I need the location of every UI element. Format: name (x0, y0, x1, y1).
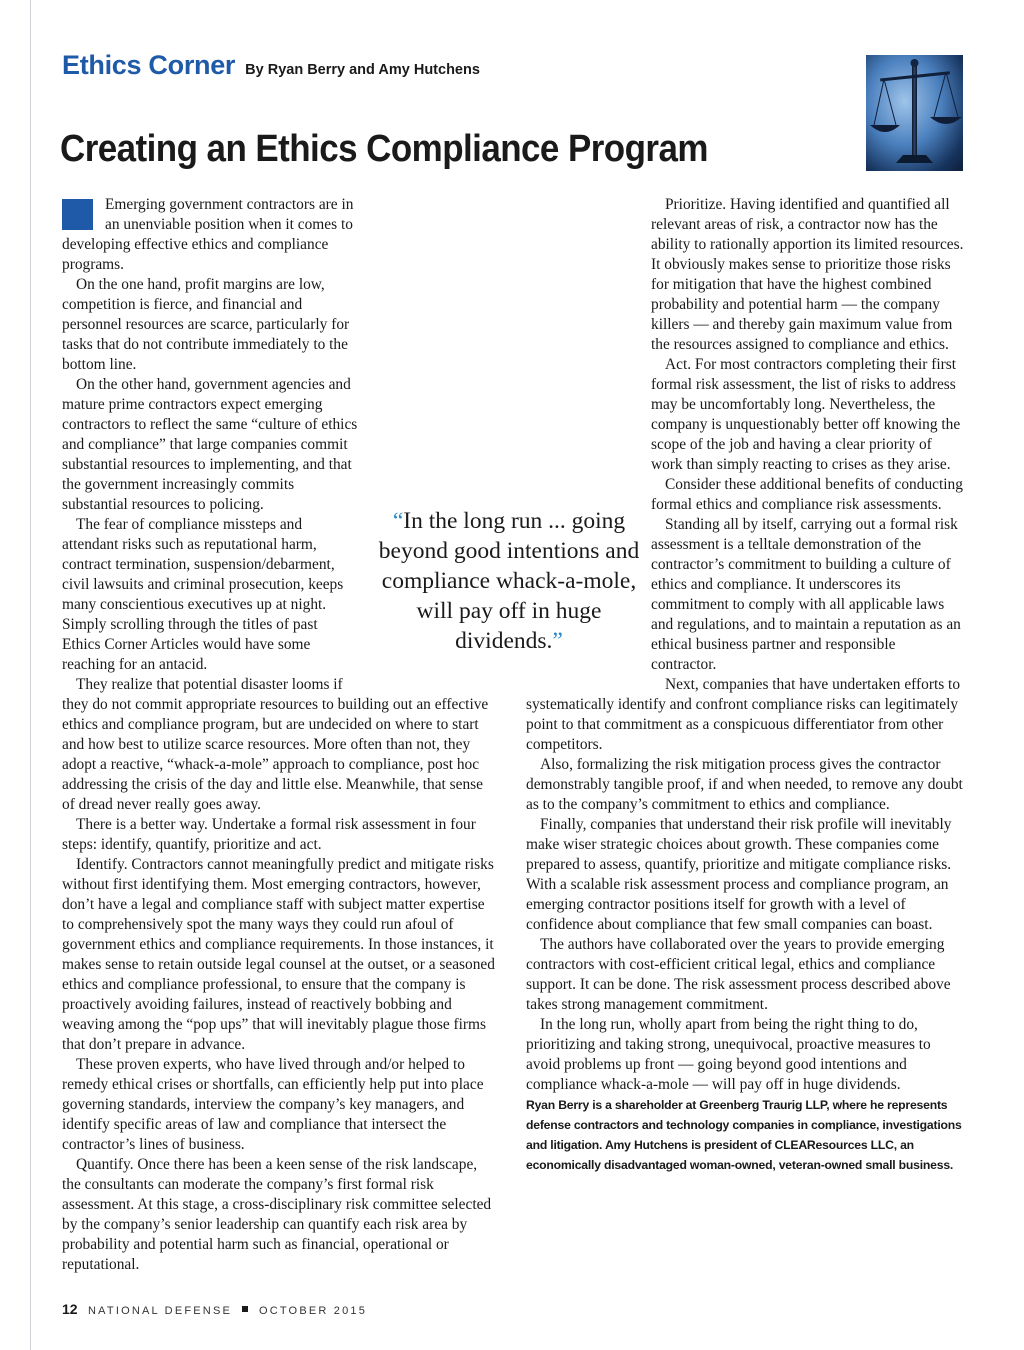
paragraph: They realize that potential disaster looms if they do not commit appropriate resources to building out an effective ethics and compliance program, but are undecided on where to start and how best to utilize scarce resources. More often than not, they adopt a reactive, “whack-a-mole” approach to compliance, post hoc addressing the crisis of the day and little else. Meanwhile, that sense of dread never really goes away. (62, 676, 489, 813)
paragraph: There is a better way. Undertake a formal risk assessment in four steps: identify, quantify, prioritize and act. (62, 816, 476, 853)
pull-quote-text: In the long run ... going beyond good intentions and compliance whack-a-mole, will pay off in huge dividends. (378, 508, 640, 654)
section-header (62, 50, 480, 81)
left-column (62, 195, 497, 1275)
paragraph: Prioritize. Having identified and quantified all relevant areas of risk, a contractor now has the ability to rationally apportion its limited resources. It obviously makes sense to prioritize those risks for mitigation that have the highest combined probability and potential harm — the company killers — and thereby gain maximum value from the resources assigned to compliance and ethics. (651, 196, 964, 353)
paragraph: The authors have collaborated over the years to provide emerging contractors with cost-efficient critical legal, ethics and compliance support. It can be done. The risk assessment process described above takes strong management commitment. (526, 936, 951, 1013)
footer-separator (242, 1306, 248, 1312)
drop-cap-square (62, 199, 93, 230)
paragraph: These proven experts, who have lived through and/or helped to remedy ethical crises or shortfalls, can efficiently help put into place governing standards, interview the company’s key managers, and identify specific areas of law and compliance that intersect the contractor’s lines of business. (62, 1056, 484, 1153)
publication-name: NATIONAL DEFENSE (88, 1305, 233, 1317)
paragraph: On the other hand, government agencies and mature prime contractors expect emerging contractors to reflect the same “culture of ethics and compliance” that large companies commit substantial resources to implementing, and that the government increasingly commits substantial resources to policing. (62, 376, 358, 513)
author-bio: Ryan Berry is a shareholder at Greenberg Traurig LLP, where he represents defense contractors and technology companies in compliance, investigations and litigation. Amy Hutchens is president of CLEAResources LLC, an economically disadvantaged woman-owned, veteran-owned small business. (526, 1098, 962, 1172)
paragraph: Finally, companies that understand their risk profile will inevitably make wiser strategic choices about growth. These companies come prepared to assess, quantify, prioritize and mitigate compliance risks. With a scalable risk assessment process and compliance program, an emerging contractor positions itself for growth with a level of confidence about compliance that few small companies can boast. (526, 816, 952, 933)
paragraph: Next, companies that have undertaken efforts to systematically identify and confront compliance risks can legitimately point to that commitment as a conspicuous differentiator from other competitors. (526, 676, 961, 753)
page-footer (62, 1301, 367, 1319)
paragraph: Standing all by itself, carrying out a formal risk assessment is a telltale demonstration of the contractor’s commitment to building a culture of ethics and compliance. It underscores its commitment to comply with all applicable laws and regulations, and to maintain a reputation as an ethical business partner and responsible contractor. (651, 516, 961, 673)
paragraph: Identify. Contractors cannot meaningfully predict and mitigate risks without first identifying them. Most emerging contractors, however, don’t have a legal and compliance staff with subject matter expertise to comprehensively spot the many ways they could run afoul of government ethics and compliance requirements. In those instances, it makes sense to retain outside legal counsel at the outset, or a seasoned ethics and compliance professional, to ensure that the company is proactively avoiding failures, instead of reactively bobbing and weaving among the “pop ups” that will inevitably plague those firms that don’t prepare in advance. (62, 856, 495, 1053)
paragraph: Act. For most contractors completing their first formal risk assessment, the list of risks to address may be uncomfortably long. Nevertheless, the company is unquestionably better off knowing the scope of the job and having a clear priority of work than simply reacting to crises as they arise. (651, 356, 961, 473)
paragraph: Also, formalizing the risk mitigation process gives the contractor demonstrably tangible proof, if and when needed, to remove any doubt as to the company’s commitment to ethics and compliance. (526, 756, 963, 813)
open-quote-mark: “ (392, 508, 404, 534)
article-title: Creating an Ethics Compliance Program (60, 128, 708, 170)
page-number: 12 (62, 1301, 78, 1317)
page-margin-rule (30, 0, 31, 1350)
close-quote-mark: ” (552, 628, 563, 654)
paragraph: Emerging government contractors are in an unenviable position when it comes to developing effective ethics and compliance programs. (62, 196, 354, 273)
paragraph: Consider these additional benefits of conducting formal ethics and compliance risk assessments. (651, 476, 963, 513)
pullquote-wrap-space (526, 487, 651, 687)
scales-of-justice-photo (866, 55, 963, 171)
section-kicker: Ethics Corner (62, 50, 236, 80)
paragraph: On the one hand, profit margins are low, competition is fierce, and financial and personnel resources are scarce, particularly for tasks that do not contribute immediately to the bottom line. (62, 276, 350, 373)
paragraph: Quantify. Once there has been a keen sense of the risk landscape, the consultants can moderate the company’s first formal risk assessment. At this stage, a cross-disciplinary risk committee selected by the company’s senior leadership can quantify each risk area by probability and potential harm such as financial, operational or reputational. (62, 1156, 492, 1273)
byline: By Ryan Berry and Amy Hutchens (245, 62, 480, 78)
paragraph: In the long run, wholly apart from being the right thing to do, prioritizing and taking strong, unequivocal, proactive measures to avoid problems up front — going beyond good intentions and compliance whack-a-mole — will pay off in huge dividends. (526, 1016, 931, 1093)
issue-date: OCTOBER 2015 (258, 1305, 368, 1317)
paragraph: The fear of compliance missteps and attendant risks such as reputational harm, contract termination, suspension/debarment, civil lawsuits and criminal prosecution, keeps many conscientious executives up at night. Simply scrolling through the titles of past Ethics Corner Articles would have some reaching for an antacid. (62, 516, 344, 673)
right-column (526, 195, 964, 1175)
